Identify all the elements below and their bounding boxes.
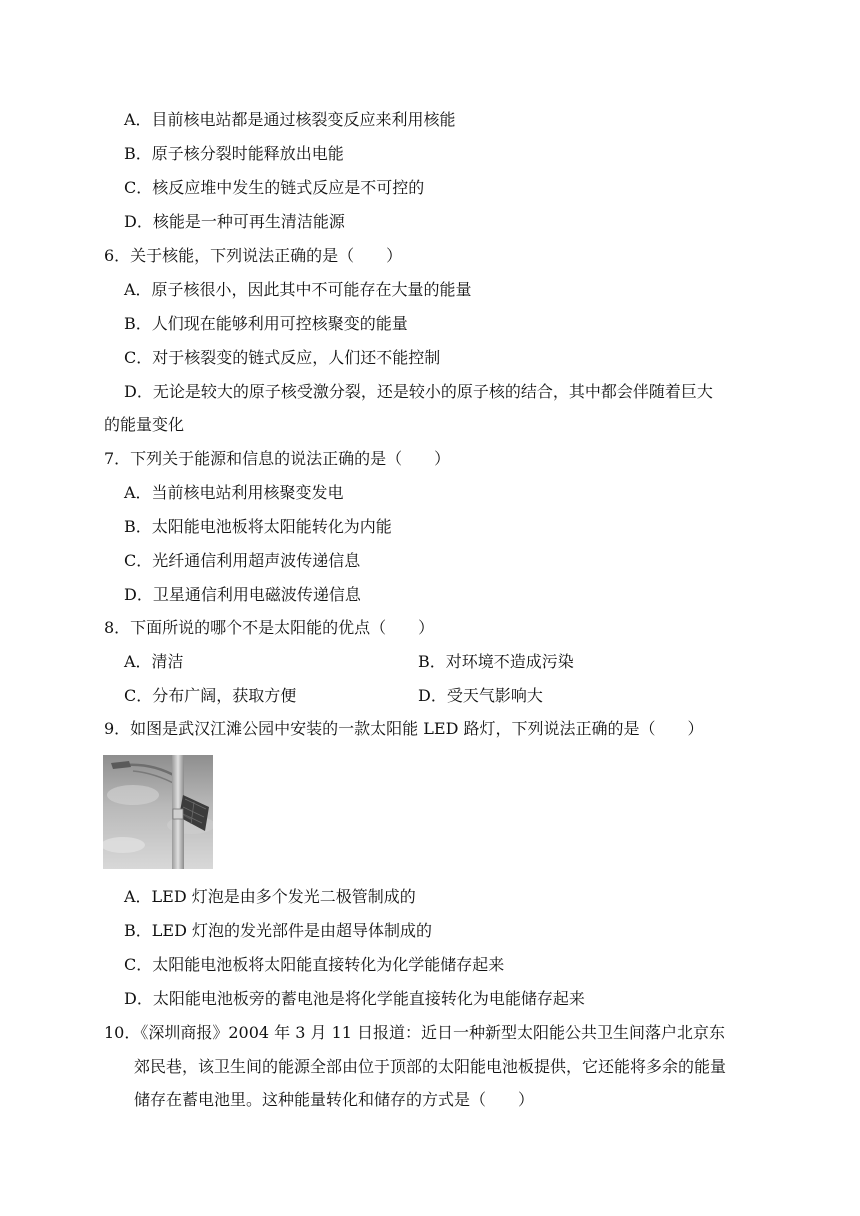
q6-option-d-continued: 的能量变化 <box>104 415 185 434</box>
q8-stem: 8．下面所说的哪个不是太阳能的优点（ ） <box>104 618 435 637</box>
q10-stem-line-1: 10．《深圳商报》2004 年 3 月 11 日报道：近日一种新型太阳能公共卫生间落户北京东 <box>104 1023 726 1042</box>
q8-option-a: A．清洁 <box>124 652 184 671</box>
q8-option-d: D．受天气影响大 <box>418 686 543 705</box>
q9-stem: 9．如图是武汉江滩公园中安装的一款太阳能 LED 路灯，下列说法正确的是（ ） <box>104 719 704 738</box>
q5-option-c: C．核反应堆中发生的链式反应是不可控的 <box>124 178 425 197</box>
q9-option-b: B．LED 灯泡的发光部件是由超导体制成的 <box>124 921 432 940</box>
q9-option-a: A．LED 灯泡是由多个发光二极管制成的 <box>124 887 416 906</box>
q7-option-a: A．当前核电站利用核聚变发电 <box>124 483 344 502</box>
q7-stem: 7．下列关于能源和信息的说法正确的是（ ） <box>104 449 451 468</box>
q10-stem-line-3: 储存在蓄电池里。这种能量转化和储存的方式是（ ） <box>134 1090 535 1109</box>
q5-option-d: D．核能是一种可再生清洁能源 <box>124 212 345 231</box>
q10-stem-line-2: 郊民巷，该卫生间的能源全部由位于顶部的太阳能电池板提供，它还能将多余的能量 <box>134 1057 727 1076</box>
q8-option-c: C．分布广阔，获取方便 <box>124 686 297 705</box>
q6-option-d: D．无论是较大的原子核受激分裂，还是较小的原子核的结合，其中都会伴随着巨大 <box>124 382 713 401</box>
q9-option-d: D．太阳能电池板旁的蓄电池是将化学能直接转化为电能储存起来 <box>124 989 585 1008</box>
q6-stem: 6．关于核能，下列说法正确的是（ ） <box>104 246 403 265</box>
q9-option-c: C．太阳能电池板将太阳能直接转化为化学能储存起来 <box>124 955 505 974</box>
solar-street-lamp-figure <box>103 755 213 869</box>
solar-street-lamp-illustration <box>103 755 213 869</box>
q6-option-a: A．原子核很小，因此其中不可能存在大量的能量 <box>124 280 472 299</box>
q5-option-a: A．目前核电站都是通过核裂变反应来利用核能 <box>124 110 456 129</box>
q5-option-b: B．原子核分裂时能释放出电能 <box>124 144 344 163</box>
q6-option-b: B．人们现在能够利用可控核聚变的能量 <box>124 314 408 333</box>
q6-option-c: C．对于核裂变的链式反应，人们还不能控制 <box>124 348 441 367</box>
q7-option-b: B．太阳能电池板将太阳能转化为内能 <box>124 517 392 536</box>
q7-option-d: D．卫星通信利用电磁波传递信息 <box>124 585 361 604</box>
q8-option-b: B．对环境不造成污染 <box>418 652 574 671</box>
q7-option-c: C．光纤通信利用超声波传递信息 <box>124 551 361 570</box>
